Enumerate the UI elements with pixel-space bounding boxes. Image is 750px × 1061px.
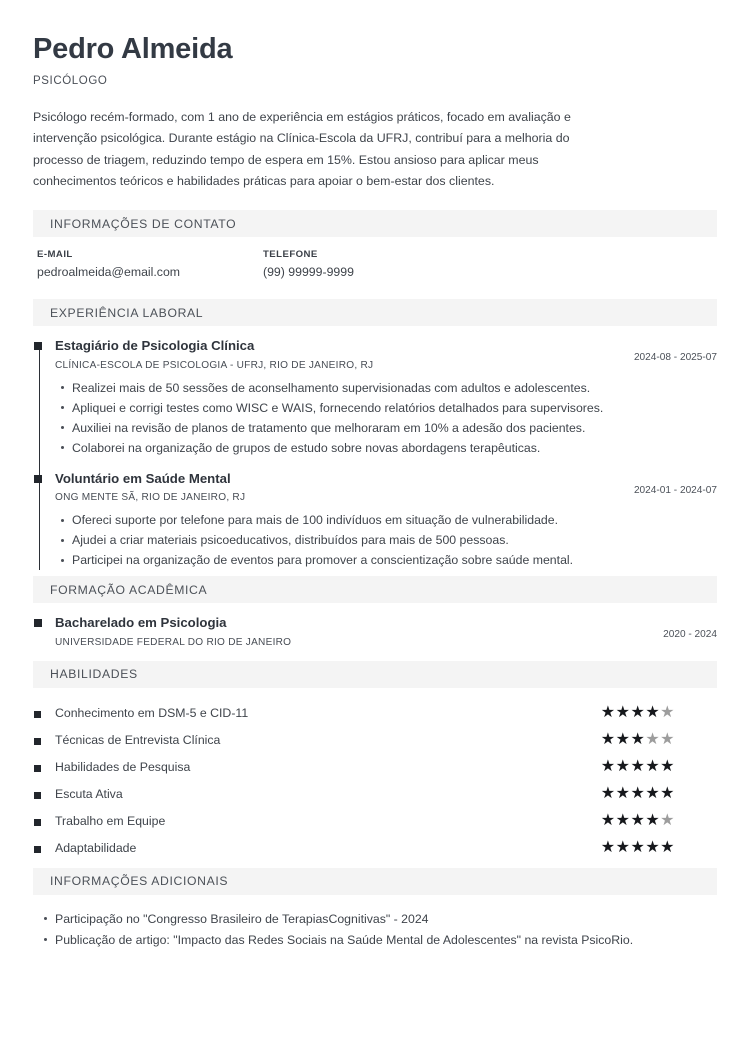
timeline-line: [39, 346, 40, 570]
skill-rating-stars: [601, 732, 717, 748]
education-list: [33, 615, 717, 655]
star-filled-icon: ★: [600, 731, 616, 749]
additional-item: Publicação de artigo: "Impacto das Redes Sociais na Saúde Mental de Adolescentes" na revista PsicoRio.: [55, 930, 717, 951]
experience-section: [33, 299, 717, 570]
skill-rating-stars: [601, 705, 717, 721]
experience-bullet: Apliquei e corrigi testes como WISC e WAIS, fornecendo relatórios detalhados para supervisores.: [72, 398, 717, 418]
additional-section: [33, 868, 717, 950]
candidate-name: Pedro Almeida: [33, 33, 233, 65]
contact-grid: [33, 249, 717, 279]
experience-entry-main: [55, 471, 613, 511]
skill-row: [55, 700, 717, 727]
star-filled-icon: ★: [600, 812, 616, 830]
timeline-marker-icon: [34, 342, 42, 350]
experience-dates: 2024-08 - 2025-07: [633, 352, 717, 364]
contact-section-header: INFORMAÇÕES DE CONTATO: [33, 210, 717, 237]
professional-summary: Psicólogo recém-formado, com 1 ano de experiência em estágios práticos, focado em avaliação e intervenção psicológica. Durante estágio na Clínica-Escola da UFRJ, contribuí para a melhoria do processo de triagem, reduzindo tempo de espera em 15%. Estou ansioso para aplicar meus conhecimentos teóricos e habilidades práticas para apoiar o bem-estar dos clientes.: [33, 109, 571, 188]
education-marker-icon: [34, 619, 42, 627]
star-filled-icon: ★: [615, 812, 631, 830]
skill-marker-icon: [34, 765, 41, 772]
skill-marker-icon: [34, 846, 41, 853]
candidate-job-title: PSICÓLOGO: [33, 74, 108, 87]
skills-list: [33, 700, 717, 862]
skills-section: [33, 661, 717, 862]
education-entry: [55, 615, 717, 655]
star-filled-icon: ★: [600, 704, 616, 722]
skill-row: [55, 808, 717, 835]
experience-dates: 2024-01 - 2024-07: [633, 484, 717, 496]
skill-row: [55, 781, 717, 808]
experience-section-header: EXPERIÊNCIA LABORAL: [33, 299, 717, 326]
experience-entry: [55, 471, 717, 571]
star-filled-icon: ★: [660, 839, 675, 857]
education-dates: 2020 - 2024: [663, 629, 717, 641]
skill-rating-stars: [601, 840, 717, 856]
star-filled-icon: ★: [615, 731, 631, 749]
email-label: E-MAIL: [37, 249, 73, 261]
experience-entry-head: [55, 338, 717, 378]
star-filled-icon: ★: [630, 785, 646, 803]
skill-name: Conhecimento em DSM-5 e CID-11: [55, 706, 249, 721]
experience-bullet-list: [55, 510, 717, 570]
star-filled-icon: ★: [660, 758, 675, 776]
contact-phone-block: [263, 249, 489, 279]
skill-name: Trabalho em Equipe: [55, 814, 166, 829]
experience-timeline: [33, 338, 717, 570]
skill-rating-stars: [601, 813, 717, 829]
star-filled-icon: ★: [630, 812, 646, 830]
star-filled-icon: ★: [600, 785, 616, 803]
timeline-marker-icon: [34, 475, 42, 483]
experience-entry: [55, 338, 717, 458]
star-filled-icon: ★: [645, 758, 661, 776]
experience-bullet: Ofereci suporte por telefone para mais de 100 indivíduos em situação de vulnerabilidade.: [72, 510, 717, 530]
education-section-header: FORMAÇÃO ACADÊMICA: [33, 576, 717, 603]
experience-bullet: Participei na organização de eventos para promover a conscientização sobre saúde mental.: [72, 550, 717, 570]
star-filled-icon: ★: [630, 731, 646, 749]
star-empty-icon: ★: [660, 731, 675, 749]
star-filled-icon: ★: [645, 812, 661, 830]
star-empty-icon: ★: [645, 731, 661, 749]
skill-marker-icon: [34, 711, 41, 718]
star-filled-icon: ★: [615, 758, 631, 776]
star-filled-icon: ★: [600, 758, 616, 776]
star-filled-icon: ★: [600, 839, 616, 857]
star-filled-icon: ★: [645, 785, 661, 803]
experience-organization: CLÍNICA-ESCOLA DE PSICOLOGIA - UFRJ, RIO DE JANEIRO, RJ: [55, 359, 374, 371]
skill-row: [55, 835, 717, 862]
skill-name: Adaptabilidade: [55, 841, 137, 856]
education-section: [33, 576, 717, 655]
star-filled-icon: ★: [660, 785, 675, 803]
skill-name: Habilidades de Pesquisa: [55, 760, 191, 775]
skill-name: Técnicas de Entrevista Clínica: [55, 733, 221, 748]
experience-entry-main: [55, 338, 613, 378]
star-empty-icon: ★: [660, 704, 675, 722]
phone-value: (99) 99999-9999: [263, 265, 354, 280]
education-institution: UNIVERSIDADE FEDERAL DO RIO DE JANEIRO: [55, 636, 292, 648]
star-filled-icon: ★: [645, 839, 661, 857]
star-filled-icon: ★: [630, 704, 646, 722]
education-degree: Bacharelado em Psicologia: [55, 615, 227, 631]
skill-marker-icon: [34, 792, 41, 799]
skill-marker-icon: [34, 819, 41, 826]
contact-email-block: [37, 249, 263, 279]
email-value: pedroalmeida@email.com: [37, 265, 181, 280]
star-filled-icon: ★: [615, 839, 631, 857]
experience-bullet-list: [55, 378, 717, 458]
star-filled-icon: ★: [615, 704, 631, 722]
resume-header: [33, 34, 717, 192]
skills-section-header: HABILIDADES: [33, 661, 717, 688]
experience-bullet: Colaborei na organização de grupos de estudo sobre novas abordagens terapêuticas.: [72, 438, 717, 458]
additional-section-header: INFORMAÇÕES ADICIONAIS: [33, 868, 717, 895]
skill-row: [55, 754, 717, 781]
experience-bullet: Ajudei a criar materiais psicoeducativos, distribuídos para mais de 500 pessoas.: [72, 530, 717, 550]
star-filled-icon: ★: [615, 785, 631, 803]
experience-role: Estagiário de Psicologia Clínica: [55, 338, 255, 354]
skill-name: Escuta Ativa: [55, 787, 123, 802]
skill-marker-icon: [34, 738, 41, 745]
skill-row: [55, 727, 717, 754]
education-entry-main: [55, 615, 613, 655]
skill-rating-stars: [601, 786, 717, 802]
additional-item: Participação no "Congresso Brasileiro de TerapiasCognitivas" - 2024: [55, 909, 717, 930]
experience-organization: ONG MENTE SÃ, RIO DE JANEIRO, RJ: [55, 492, 246, 504]
education-entry-head: [55, 615, 717, 655]
skill-rating-stars: [601, 759, 717, 775]
experience-bullet: Auxiliei na revisão de planos de tratamento que melhoraram em 10% a adesão dos pacientes.: [72, 418, 717, 438]
star-filled-icon: ★: [630, 839, 646, 857]
star-empty-icon: ★: [660, 812, 675, 830]
experience-bullet: Realizei mais de 50 sessões de aconselhamento supervisionadas com adultos e adolescentes.: [72, 378, 717, 398]
contact-section: [33, 210, 717, 279]
star-filled-icon: ★: [630, 758, 646, 776]
experience-entry-head: [55, 471, 717, 511]
experience-role: Voluntário em Saúde Mental: [55, 470, 231, 486]
star-filled-icon: ★: [645, 704, 661, 722]
phone-label: TELEFONE: [263, 249, 318, 261]
additional-list: [33, 907, 717, 950]
